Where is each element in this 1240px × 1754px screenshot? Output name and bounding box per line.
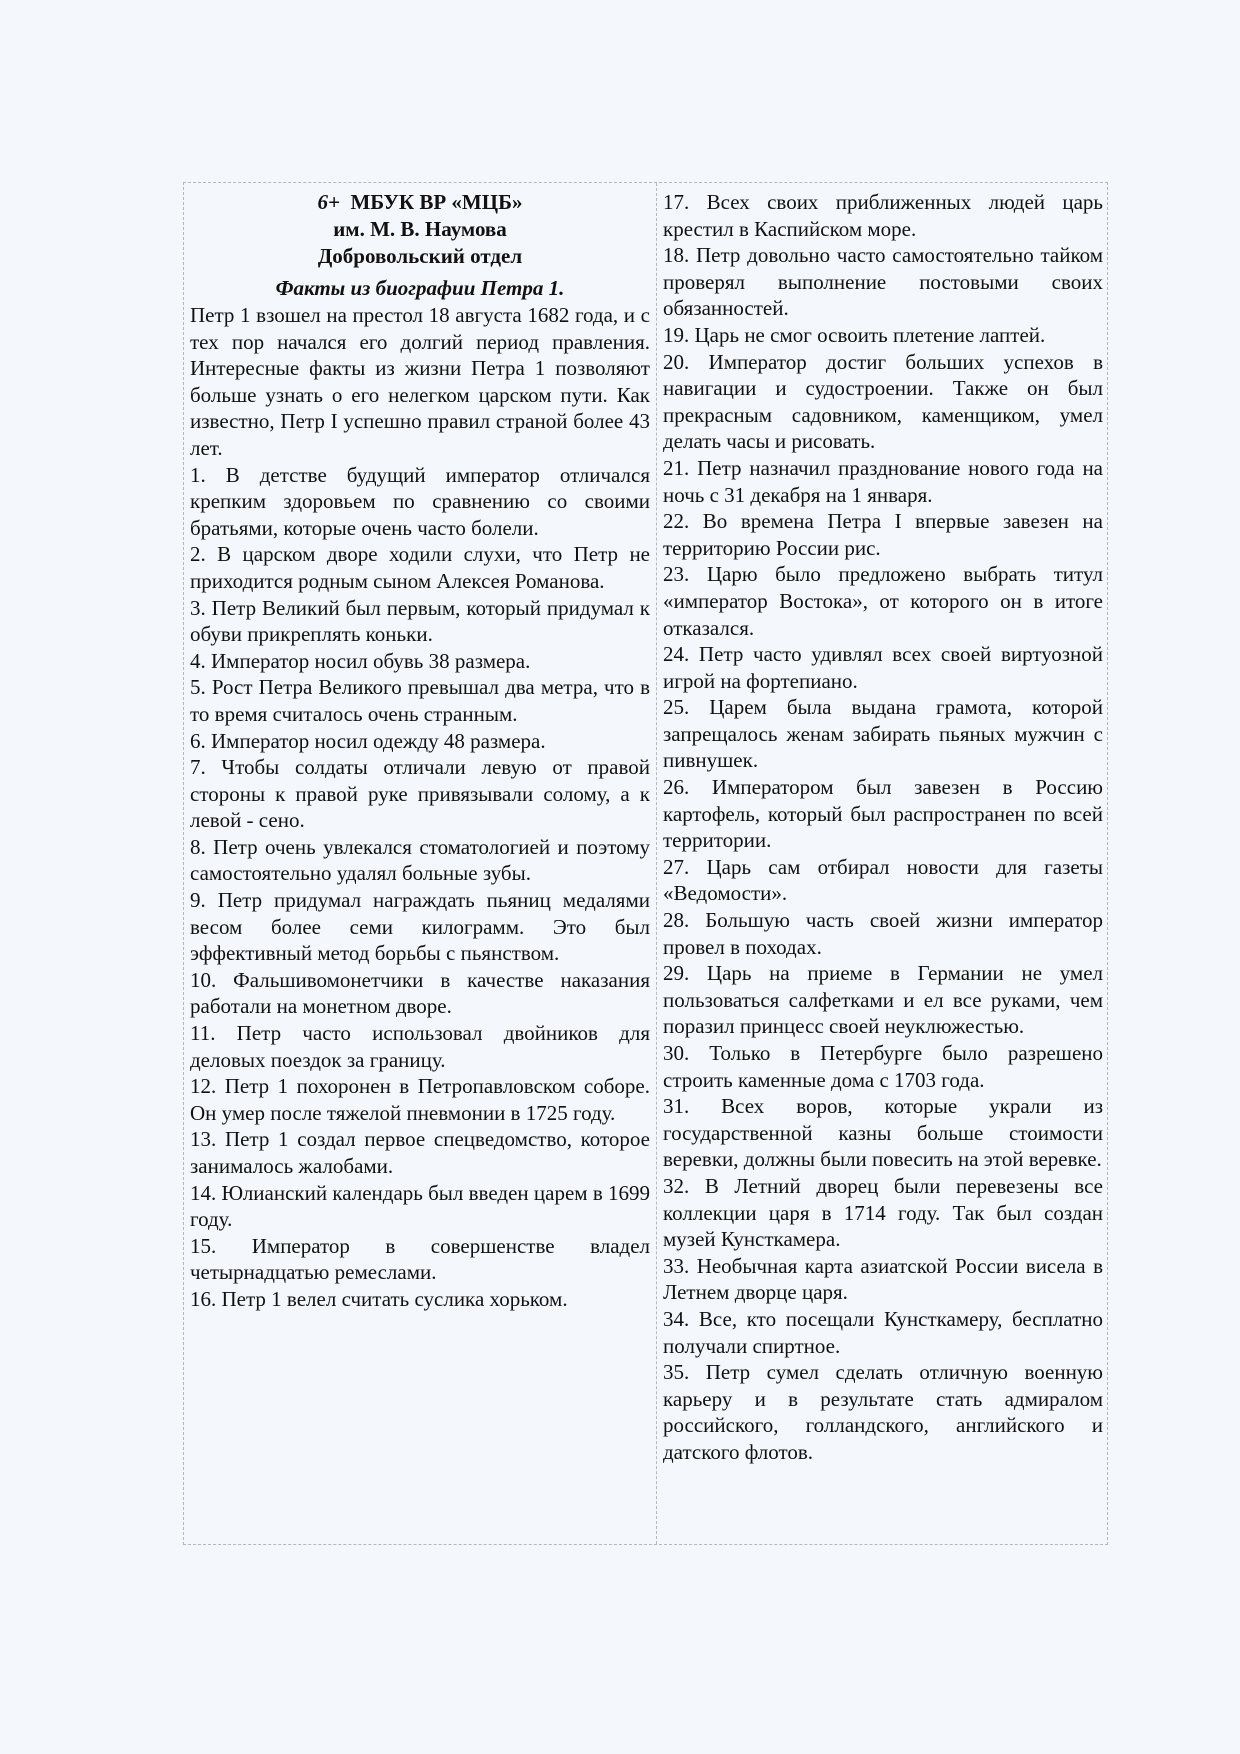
right-column (657, 183, 1107, 1544)
fact-item: 5. Рост Петра Великого превышал два метра, что в то время считалось очень странным. (190, 675, 650, 726)
fact-item: 19. Царь не смог освоить плетение лаптей. (663, 322, 1046, 347)
header-org-line (190, 189, 650, 216)
fact-item: 4. Император носил обувь 38 размера. (190, 648, 531, 673)
named-after: им. М. В. Наумова (333, 217, 507, 241)
fact-item: 6. Император носил одежду 48 размера. (190, 728, 546, 753)
fact-item: 30. Только в Петербурге было разрешено строить каменные дома с 1703 года. (663, 1041, 1103, 1092)
fact-item: 3. Петр Великий был первым, который придумал к обуви прикреплять коньки. (190, 595, 650, 647)
fact-list-left (190, 462, 650, 1313)
fact-item: 34. Все, кто посещали Кунсткамеру, бесплатно получали спиртное. (663, 1306, 1103, 1358)
fact-item: 32. В Летний дворец были перевезены все коллекции царя в 1714 году. Так был создан музей Кунсткамера. (663, 1173, 1103, 1252)
fact-list-right (663, 189, 1103, 1466)
fact-item: 1. В детстве будущий император отличался крепким здоровьем по сравнению со своими братьями, которые очень часто болели. (190, 462, 650, 540)
fact-item: 16. Петр 1 велел считать суслика хорьком. (190, 1286, 568, 1311)
left-column (184, 183, 657, 1544)
intro-paragraph: Петр 1 взошел на престол 18 августа 1682 года, и с тех пор начался его долгий период правления. Интересные факты из жизни Петра 1 позволяют больше узнать о его нелегком царском пути. Как известно, Петр I успешно правил страной более 43 лет. (190, 303, 650, 460)
fact-item: 25. Царем была выдана грамота, которой запрещалось женам забирать пьяных мужчин с пивнушек. (663, 695, 1103, 773)
org-name: МБУК ВР «МЦБ» (350, 190, 523, 214)
fact-item: 9. Петр придумал награждать пьяниц медалями весом более семи килограмм. Это был эффективный метод борьбы с пьянством. (190, 888, 650, 966)
fact-item: 31. Всех воров, которые украли из государственной казны больше стоимости веревки, должны были повесить на этой веревке. (663, 1094, 1103, 1172)
fact-item: 18. Петр довольно часто самостоятельно тайком проверял выполнение постовыми своих обязанностей. (663, 243, 1103, 321)
facts-table (183, 182, 1108, 1545)
fact-item: 11. Петр часто использовал двойников для деловых поездок за границу. (190, 1021, 650, 1072)
fact-item: 15. Император в совершенстве владел четырнадцатью ремеслами. (190, 1233, 650, 1285)
age-rating: 6+ (317, 190, 340, 214)
fact-item: 22. Во времена Петра I впервые завезен на территорию России рис. (663, 509, 1103, 560)
fact-item: 26. Императором был завезен в Россию картофель, который был распространен по всей территории. (663, 775, 1103, 853)
fact-item: 35. Петр сумел сделать отличную военную карьеру и в результате стать адмиралом российского, голландского, английского и датского флотов. (663, 1360, 1103, 1464)
fact-item: 21. Петр назначил празднование нового года на ночь с 31 декабря на 1 января. (663, 455, 1103, 507)
fact-item: 13. Петр 1 создал первое спецведомство, которое занималось жалобами. (190, 1127, 650, 1178)
fact-item: 24. Петр часто удивлял всех своей виртуозной игрой на фортепиано. (663, 642, 1103, 693)
fact-item: 20. Император достиг больших успехов в навигации и судостроении. Также он был прекрасным садовником, каменщиком, умел делать часы и рисовать. (663, 349, 1103, 454)
fact-item: 8. Петр очень увлекался стоматологией и поэтому самостоятельно удалял больные зубы. (190, 834, 650, 886)
fact-item: 29. Царь на приеме в Германии не умел пользоваться салфетками и ел все руками, чем поразил принцесс своей неуклюжестью. (663, 961, 1103, 1039)
fact-item: 23. Царю было предложено выбрать титул «император Востока», от которого он в итоге отказался. (663, 562, 1103, 640)
fact-item: 28. Большую часть своей жизни император провел в походах. (663, 908, 1103, 959)
fact-item: 10. Фальшивомонетчики в качестве наказания работали на монетном дворе. (190, 967, 650, 1019)
fact-item: 2. В царском дворе ходили слухи, что Петр не приходится родным сыном Алексея Романова. (190, 542, 650, 593)
fact-item: 27. Царь сам отбирал новости для газеты «Ведомости». (663, 854, 1103, 906)
fact-item: 33. Необычная карта азиатской России висела в Летнем дворце царя. (663, 1253, 1103, 1305)
fact-item: 17. Всех своих приближенных людей царь крестил в Каспийском море. (663, 190, 1103, 241)
fact-item: 7. Чтобы солдаты отличали левую от правой стороны к правой руке привязывали солому, а к левой - сено. (190, 755, 650, 833)
department: Добровольский отдел (317, 244, 523, 268)
document-title: Факты из биографии Петра 1. (275, 276, 565, 300)
fact-item: 12. Петр 1 похоронен в Петропавловском соборе. Он умер после тяжелой пневмонии в 1725 году. (190, 1074, 650, 1125)
fact-item: 14. Юлианский календарь был введен царем в 1699 году. (190, 1180, 650, 1232)
